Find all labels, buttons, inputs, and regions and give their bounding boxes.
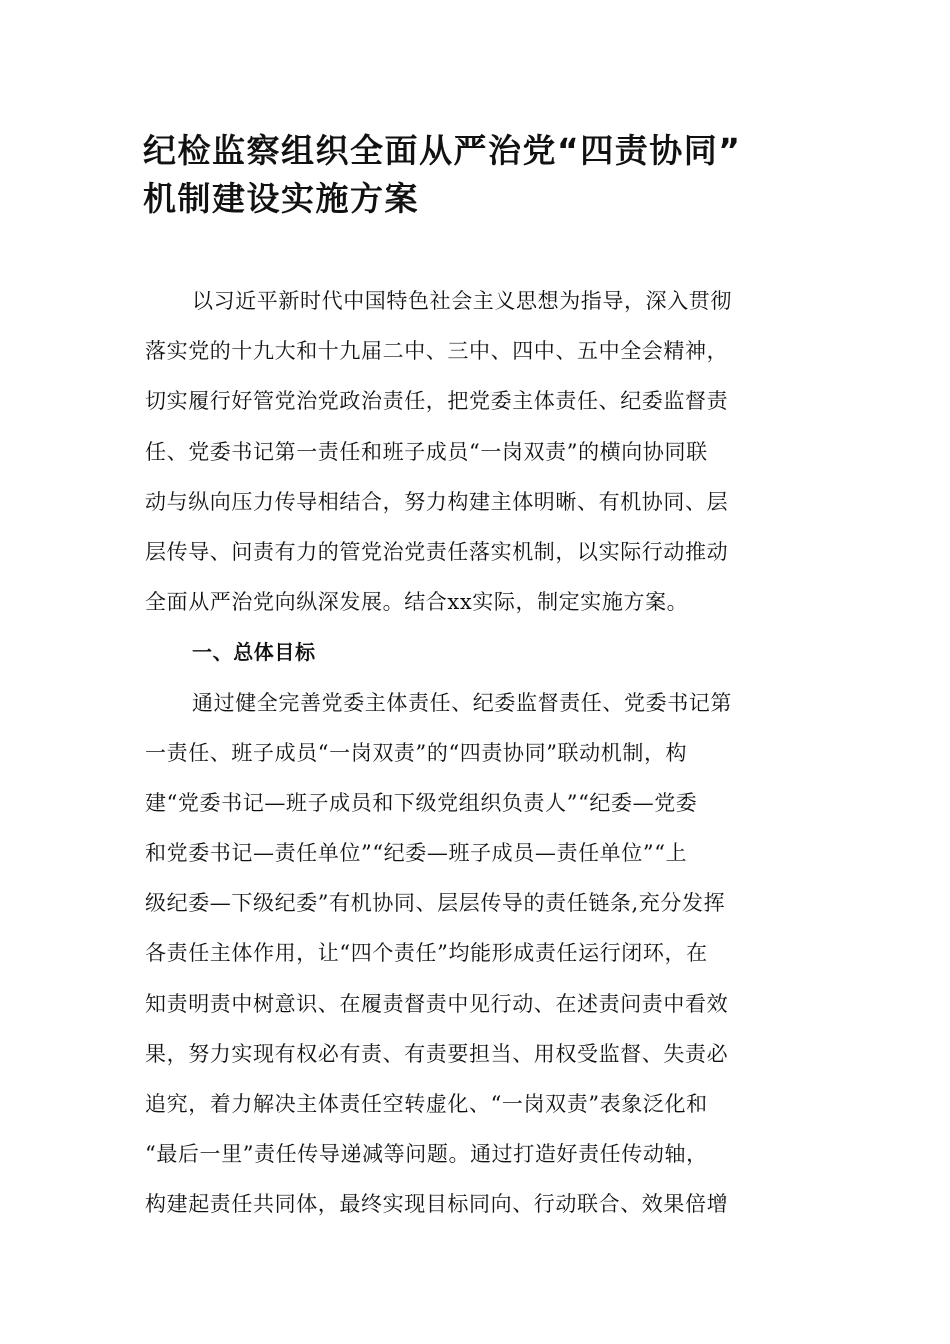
section-line: 各责任主体作用，让“四个责任”均能形成责任运行闭环，在 bbox=[145, 941, 708, 966]
section-line: 果，努力实现有权必有责、有责要担当、用权受监督、失责必 bbox=[145, 1041, 729, 1066]
document-body bbox=[145, 276, 815, 1230]
section-line: 和党委书记—责任单位”“纪委—班子成员—责任单位”“上 bbox=[145, 841, 688, 866]
section-line: 通过健全完善党委主体责任、纪委监督责任、党委书记第 bbox=[192, 690, 732, 715]
title-line-2: 机制建设实施方案 bbox=[143, 179, 419, 218]
section-line: 追究，着力解决主体责任空转虚化、“一岗双责”表象泛化和 bbox=[145, 1092, 708, 1116]
intro-line: 动与纵向压力传导相结合，努力构建主体明晰、有机协同、层 bbox=[145, 489, 729, 514]
section-line: 一责任、班子成员“一岗双责”的“四责协同”联动机制，构 bbox=[145, 740, 688, 765]
section-line: 建“党委书记—班子成员和下级党组织负责人”“纪委—党委 bbox=[145, 790, 698, 815]
intro-line: 全面从严治党向纵深发展。结合xx实际，制定实施方案。 bbox=[145, 590, 689, 615]
section-heading: 一、总体目标 bbox=[192, 640, 316, 665]
intro-line: 任、党委书记第一责任和班子成员“一岗双责”的横向协同联 bbox=[145, 439, 708, 464]
document-title bbox=[143, 127, 823, 223]
intro-line: 切实履行好管党治党政治责任，把党委主体责任、纪委监督责 bbox=[145, 389, 729, 414]
section-line: 构建起责任共同体，最终实现目标同向、行动联合、效果倍增 bbox=[145, 1192, 729, 1217]
intro-line: 落实党的十九大和十九届二中、三中、四中、五中全会精神， bbox=[145, 339, 729, 364]
intro-line: 层传导、问责有力的管党治党责任落实机制，以实际行动推动 bbox=[145, 539, 729, 564]
section-line: 知责明责中树意识、在履责督责中见行动、在述责问责中看效 bbox=[145, 991, 729, 1016]
title-line-1: 纪检监察组织全面从严治党“四责协同” bbox=[143, 131, 742, 170]
section-line: “最后一里”责任传导递减等问题。通过打造好责任传动轴， bbox=[145, 1142, 708, 1167]
section-line: 级纪委—下级纪委”有机协同、层层传导的责任链条,充分发挥 bbox=[145, 891, 726, 916]
intro-line: 以习近平新时代中国特色社会主义思想为指导，深入贯彻 bbox=[192, 289, 732, 313]
